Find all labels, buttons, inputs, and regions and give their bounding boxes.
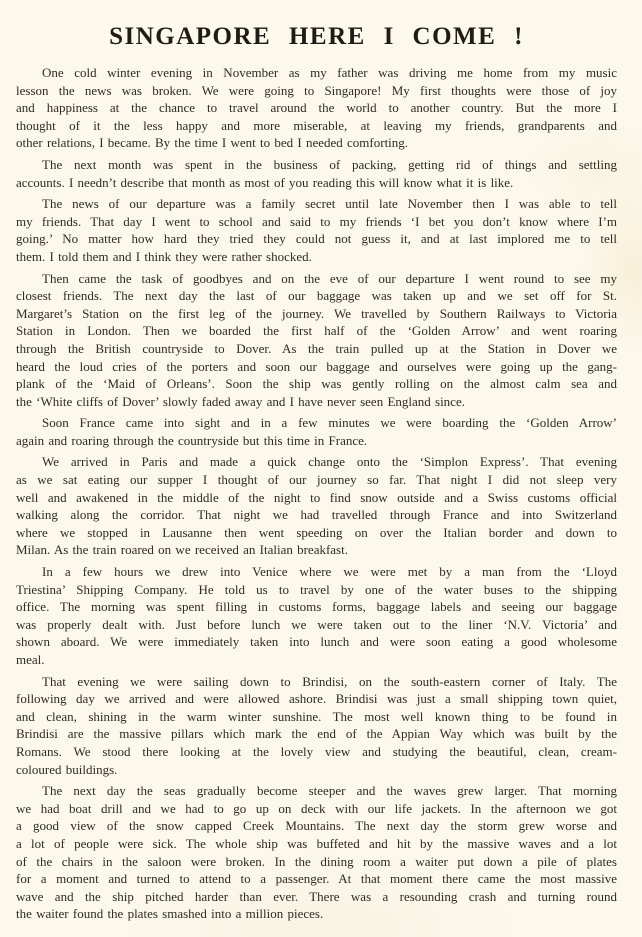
text-line: a lot of people were sick. The whole ship was buffeted and hit by the massive waves and a lot bbox=[16, 835, 617, 851]
text-line: of the chairs in the saloon were broken. In the dining room a waiter put down a pile of plates bbox=[16, 853, 617, 869]
paragraph bbox=[16, 414, 617, 449]
text-line: lesson the news was broken. We were going to Singapore! My first thoughts were those of joy bbox=[16, 82, 617, 98]
text-line: and clean, shining in the warm winter sunshine. The most well known thing to be found in bbox=[16, 708, 617, 724]
paragraph bbox=[16, 156, 617, 191]
text-line: following day we arrived and were allowed ashore. Brindisi was just a small shipping town quiet, bbox=[16, 691, 617, 707]
text-line: going.’ No matter how hard they tried they could not guess it, and at last implored me to tell bbox=[16, 231, 617, 247]
text-line: In a few hours we drew into Venice where we were met by a man from the ‘Lloyd bbox=[42, 564, 617, 580]
paragraph bbox=[16, 563, 617, 669]
text-line: Margaret’s Station on the first leg of the journey. We travelled by Southern Railways to Victoria bbox=[16, 305, 617, 321]
text-line: them. I told them and I think they were rather shocked. bbox=[16, 248, 312, 264]
text-line: the ‘White cliffs of Dover’ slowly faded away and I have never seen England since. bbox=[16, 393, 465, 409]
text-line: coloured buildings. bbox=[16, 761, 118, 777]
text-line: One cold winter evening in November as my father was driving me home from my music bbox=[42, 65, 617, 80]
text-line: the waiter found the plates smashed into a million pieces. bbox=[16, 906, 324, 922]
text-line: again and roaring through the countryside but this time in France. bbox=[16, 432, 368, 448]
text-line: The news of our departure was a family secret until late November then I was able to tell bbox=[42, 196, 617, 212]
text-line: we had boat drill and we had to go up on deck with our life jackets. In the afternoon we got bbox=[16, 800, 617, 816]
text-line: shown aboard. We were immediately taken into lunch and were soon eating a good wholesome bbox=[16, 634, 617, 650]
text-line: my friends. That day I went to school and said to my friends ‘I bet you don’t know where I’m bbox=[16, 213, 617, 229]
text-line: a good view of the snow capped Creek Mountains. The next day the storm grew worse and bbox=[16, 818, 617, 834]
text-line: where we stopped in Lausanne then went speeding on over the Italian border and down to bbox=[16, 524, 617, 540]
text-line: The next day the seas gradually become steeper and the waves grew larger. That morning bbox=[42, 783, 617, 799]
paragraph bbox=[16, 195, 617, 265]
text-line: accounts. I needn’t describe that month as most of you reading this will know what it is like. bbox=[16, 174, 514, 190]
text-line: thought of it the less happy and more miserable, at leaving my friends, grandparents and bbox=[16, 117, 617, 133]
page-title: SINGAPORE HERE I COME ! bbox=[109, 23, 524, 50]
text-line: Romans. We stood there looking at the lovely view and studying the beautiful, clean, cream- bbox=[16, 743, 617, 759]
text-line: for a moment and turned to attend to a passenger. At that moment there came the most massive bbox=[16, 871, 617, 887]
paragraph bbox=[16, 453, 617, 559]
text-line: well and awakened in the middle of the night to find snow outside and a Swiss customs official bbox=[16, 489, 617, 505]
text-line: Milan. As the train roared on we received an Italian breakfast. bbox=[16, 542, 348, 558]
paragraph bbox=[16, 782, 617, 923]
text-line: other relations, I became. By the time I went to bed I needed comforting. bbox=[16, 135, 409, 151]
story-text bbox=[16, 64, 617, 923]
text-line: Soon France came into sight and in a few minutes we were boarding the ‘Golden Arrow’ bbox=[42, 415, 617, 431]
text-line: Brindisi are the massive pillars which mark the end of the Appian Way which was built by the bbox=[16, 726, 617, 742]
paragraph bbox=[16, 64, 617, 152]
text-line: through the British countryside to Dover. As the train pulled up at the Station in Dover we bbox=[16, 340, 617, 356]
paragraph bbox=[16, 673, 617, 779]
text-line: and happiness at the chance to travel around the world to another country. But the more I bbox=[16, 100, 617, 116]
text-line: heard the loud cries of the porters and soon our baggage and ourselves were going up the gang- bbox=[16, 358, 617, 374]
text-line: The next month was spent in the business of packing, getting rid of things and settling bbox=[42, 156, 617, 172]
text-line: That evening we were sailing down to Brindisi, on the south-eastern corner of Italy. The bbox=[42, 673, 617, 689]
text-line: Triestina’ Shipping Company. He told us to travel by one of the water buses to the shipping bbox=[16, 581, 617, 597]
paragraph bbox=[16, 270, 617, 411]
text-line: plank of the ‘Maid of Orleans’. Soon the ship was gently rolling on the almost calm sea and bbox=[16, 376, 617, 392]
text-line: Station in London. Then we boarded the first half of the ‘Golden Arrow’ and went roaring bbox=[16, 323, 617, 339]
text-line: closest friends. The next day the last of our baggage was taken up and we set off for St. bbox=[16, 288, 617, 304]
text-line: Then came the task of goodbyes and on the eve of our departure I went round to see my bbox=[42, 270, 617, 286]
text-line: walking along the corridor. That night we had travelled through France and into Switzerland bbox=[16, 507, 617, 523]
text-line: wave and the ship pitched harder than ever. There was a resounding crash and turning round bbox=[16, 888, 617, 904]
text-line: office. The morning was spent filling in customs forms, baggage labels and seeing our baggage bbox=[16, 599, 617, 615]
text-line: meal. bbox=[16, 652, 45, 667]
text-line: as we sat eating our supper I thought of our journey so far. That night I did not sleep very bbox=[16, 472, 617, 488]
text-line: We arrived in Paris and made a quick change onto the ‘Simplon Express’. That evening bbox=[42, 454, 617, 470]
text-line: was properly dealt with. Just before lunch we were taken out to the liner ‘N.V. Victoria’ and bbox=[16, 616, 617, 632]
